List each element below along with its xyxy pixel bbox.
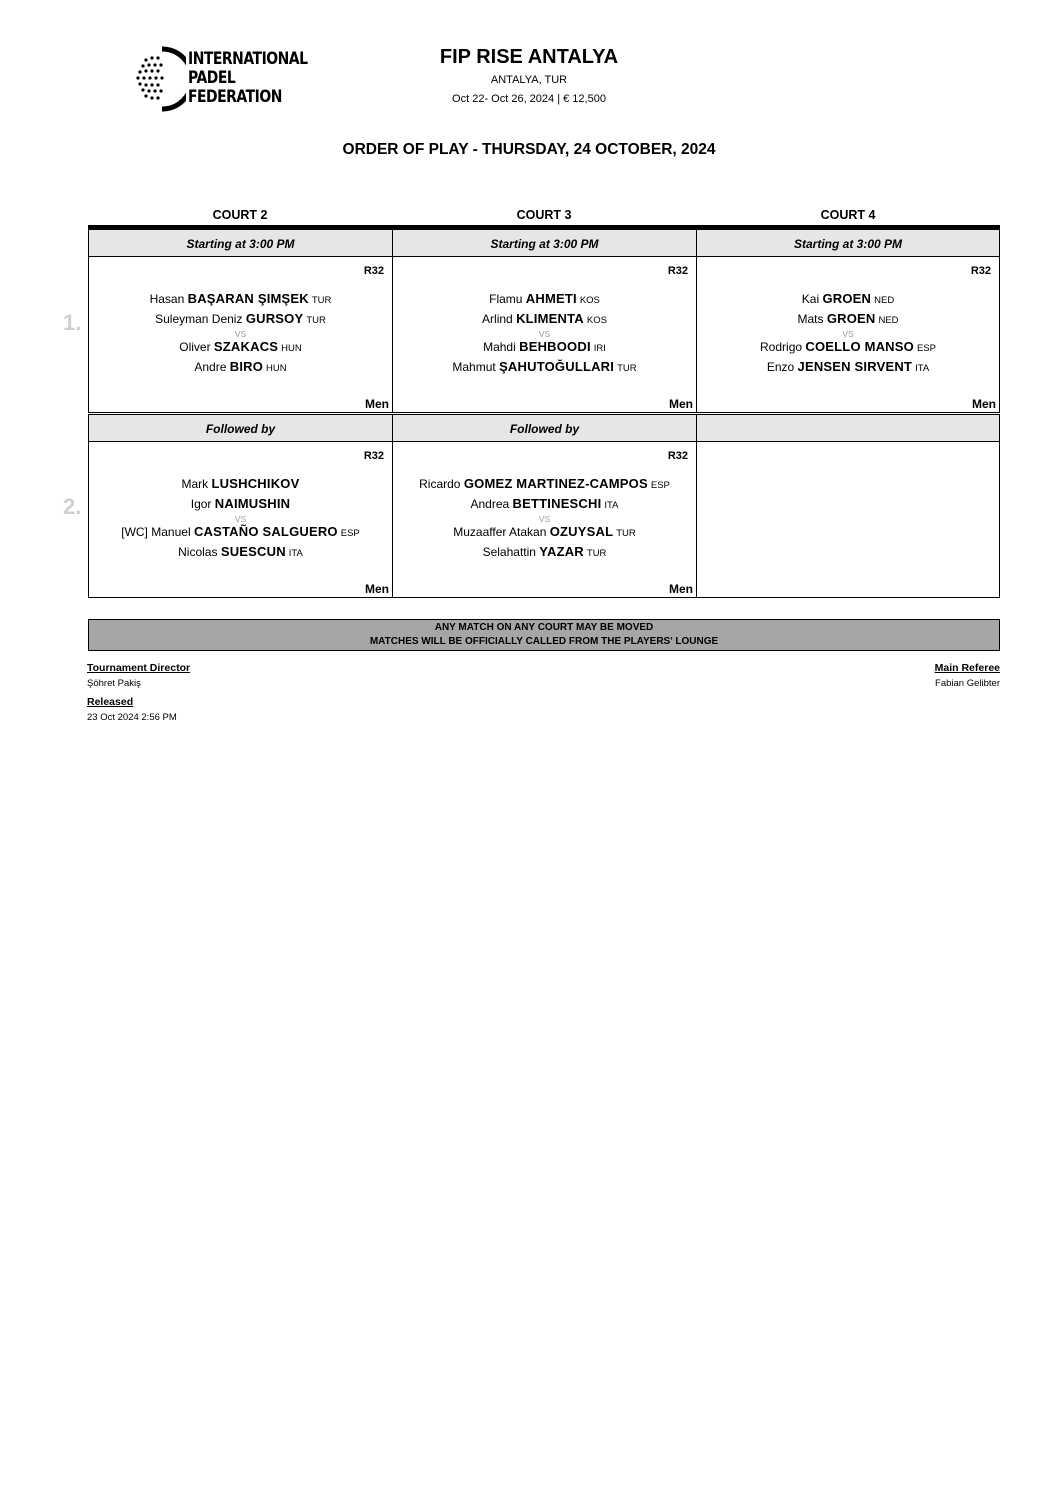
match-order-number: 1. xyxy=(63,310,82,335)
category-label: Men xyxy=(669,582,693,596)
referee-name: Fabian Gelibter xyxy=(935,678,1000,689)
time-band: Starting at 3:00 PM xyxy=(88,229,393,257)
player-line xyxy=(89,359,392,374)
player-line xyxy=(697,339,999,354)
vs-label: VS xyxy=(234,514,247,524)
player-last-name: GROEN xyxy=(822,291,872,306)
player-first-name: Enzo xyxy=(766,360,795,374)
player-last-name: AHMETI xyxy=(525,291,577,306)
player-nationality: TUR xyxy=(616,528,636,539)
player-first-name: Nicolas xyxy=(178,545,218,559)
player-line xyxy=(393,291,696,306)
player-line xyxy=(393,339,696,354)
tournament-location: ANTALYA, TUR xyxy=(490,74,568,86)
player-last-name: SZAKACS xyxy=(213,339,279,354)
player-last-name: GURSOY xyxy=(245,311,304,326)
player-last-name: GOMEZ MARTINEZ-CAMPOS xyxy=(463,476,648,491)
player-nationality: HUN xyxy=(266,363,287,374)
player-nationality: ITA xyxy=(604,500,619,511)
player-first-name: Manuel xyxy=(151,525,191,539)
player-first-name: Mahmut xyxy=(452,360,496,374)
player-seed: [WC] xyxy=(121,525,148,539)
player-nationality: KOS xyxy=(586,315,607,326)
match-cell xyxy=(392,256,697,413)
category-label: Men xyxy=(669,397,693,411)
notice-line: ANY MATCH ON ANY COURT MAY BE MOVED xyxy=(434,622,654,633)
vs-label: VS xyxy=(538,514,551,524)
round-label: R32 xyxy=(363,265,384,277)
player-nationality: TUR xyxy=(306,315,326,326)
player-first-name: Selahattin xyxy=(482,545,536,559)
logo-wordmark: INTERNATIONAL PADEL FEDERATION xyxy=(188,49,308,107)
player-nationality: ESP xyxy=(916,343,936,354)
match-cell xyxy=(88,441,393,598)
player-last-name: ŞAHUTOĞULLARI xyxy=(499,359,615,374)
time-band: Starting at 3:00 PM xyxy=(696,229,1000,257)
time-band: Starting at 3:00 PM xyxy=(392,229,697,257)
match-order-number: 2. xyxy=(63,494,82,519)
player-first-name: Oliver xyxy=(179,340,211,354)
director-name: Şöhret Pakiş xyxy=(87,678,141,689)
player-last-name: NAIMUSHIN xyxy=(214,496,291,511)
released-label: Released xyxy=(87,696,134,708)
vs-label: VS xyxy=(234,329,247,339)
player-line xyxy=(89,291,392,306)
player-nationality: TUR xyxy=(617,363,637,374)
player-nationality: ESP xyxy=(340,528,360,539)
player-line xyxy=(393,496,696,511)
player-last-name: KLIMENTA xyxy=(516,311,584,326)
player-last-name: LUSHCHIKOV xyxy=(211,476,300,491)
player-first-name: Ricardo xyxy=(419,477,461,491)
player-last-name: BEHBOODI xyxy=(519,339,591,354)
player-last-name: BETTINESCHI xyxy=(512,496,602,511)
player-first-name: Arlind xyxy=(482,312,513,326)
player-line xyxy=(89,496,392,511)
player-nationality: TUR xyxy=(311,295,332,306)
player-first-name: Andrea xyxy=(470,497,510,511)
player-first-name: Igor xyxy=(190,497,212,511)
court-header: COURT 4 xyxy=(820,208,876,222)
order-of-play-heading: ORDER OF PLAY - THURSDAY, 24 OCTOBER, 2024 xyxy=(342,141,716,158)
player-line xyxy=(393,476,696,491)
player-line xyxy=(89,311,392,326)
player-first-name: Flamu xyxy=(489,292,523,306)
round-label: R32 xyxy=(970,265,991,277)
player-first-name: Mark xyxy=(181,477,209,491)
player-line xyxy=(393,311,696,326)
category-label: Men xyxy=(365,582,389,596)
released-value: 23 Oct 2024 2:56 PM xyxy=(87,712,177,723)
time-band: Followed by xyxy=(392,414,697,442)
player-first-name: Rodrigo xyxy=(760,340,803,354)
court-header: COURT 3 xyxy=(516,208,572,222)
player-nationality: IRI xyxy=(593,343,606,354)
tournament-dates-prize: Oct 22- Oct 26, 2024 | € 12,500 xyxy=(452,93,606,105)
player-line xyxy=(89,544,392,559)
player-nationality: ITA xyxy=(915,363,930,374)
referee-label: Main Referee xyxy=(934,662,1000,674)
player-last-name: JENSEN SIRVENT xyxy=(797,359,913,374)
round-label: R32 xyxy=(667,265,688,277)
notice-banner xyxy=(88,619,1000,651)
player-line xyxy=(697,311,999,326)
match-cell xyxy=(392,441,697,598)
player-line xyxy=(89,524,392,539)
player-last-name: GROEN xyxy=(826,311,876,326)
player-last-name: BAŞARAN ŞIMŞEK xyxy=(187,291,309,306)
player-first-name: Muzaaffer Atakan xyxy=(453,525,547,539)
round-label: R32 xyxy=(667,450,688,462)
director-label: Tournament Director xyxy=(87,662,191,674)
player-last-name: SUESCUN xyxy=(220,544,286,559)
match-cell xyxy=(696,256,1000,413)
player-line xyxy=(697,359,999,374)
time-band xyxy=(696,414,1000,442)
player-first-name: Kai xyxy=(801,292,820,306)
vs-label: VS xyxy=(842,329,854,339)
round-label: R32 xyxy=(363,450,384,462)
category-label: Men xyxy=(365,397,389,411)
player-line xyxy=(89,339,392,354)
player-line xyxy=(89,476,392,491)
tournament-title: FIP RISE ANTALYA xyxy=(439,46,619,68)
time-band: Followed by xyxy=(88,414,393,442)
player-last-name: CASTAÑO SALGUERO xyxy=(193,524,338,539)
player-nationality: ITA xyxy=(288,548,303,559)
player-first-name: Mahdi xyxy=(483,340,516,354)
player-first-name: Andre xyxy=(194,360,227,374)
player-last-name: YAZAR xyxy=(539,544,584,559)
player-last-name: OZUYSAL xyxy=(549,524,614,539)
court-header: COURT 2 xyxy=(212,208,268,222)
notice-line: MATCHES WILL BE OFFICIALLY CALLED FROM THE PLAYERS' LOUNGE xyxy=(369,636,719,647)
player-first-name: Suleyman Deniz xyxy=(155,312,243,326)
player-nationality: NED xyxy=(878,315,899,326)
player-first-name: Hasan xyxy=(149,292,185,306)
match-cell xyxy=(696,441,1000,598)
player-line xyxy=(697,291,999,306)
player-last-name: COELLO MANSO xyxy=(805,339,914,354)
player-line xyxy=(393,524,696,539)
player-nationality: KOS xyxy=(579,295,600,306)
player-nationality: TUR xyxy=(586,548,607,559)
player-line xyxy=(393,544,696,559)
vs-label: VS xyxy=(538,329,551,339)
player-first-name: Mats xyxy=(797,312,824,326)
player-last-name: BIRO xyxy=(229,359,264,374)
player-nationality: ESP xyxy=(650,480,670,491)
match-cell xyxy=(88,256,393,413)
player-line xyxy=(393,359,696,374)
category-label: Men xyxy=(972,397,996,411)
player-nationality: NED xyxy=(874,295,895,306)
player-nationality: HUN xyxy=(281,343,302,354)
